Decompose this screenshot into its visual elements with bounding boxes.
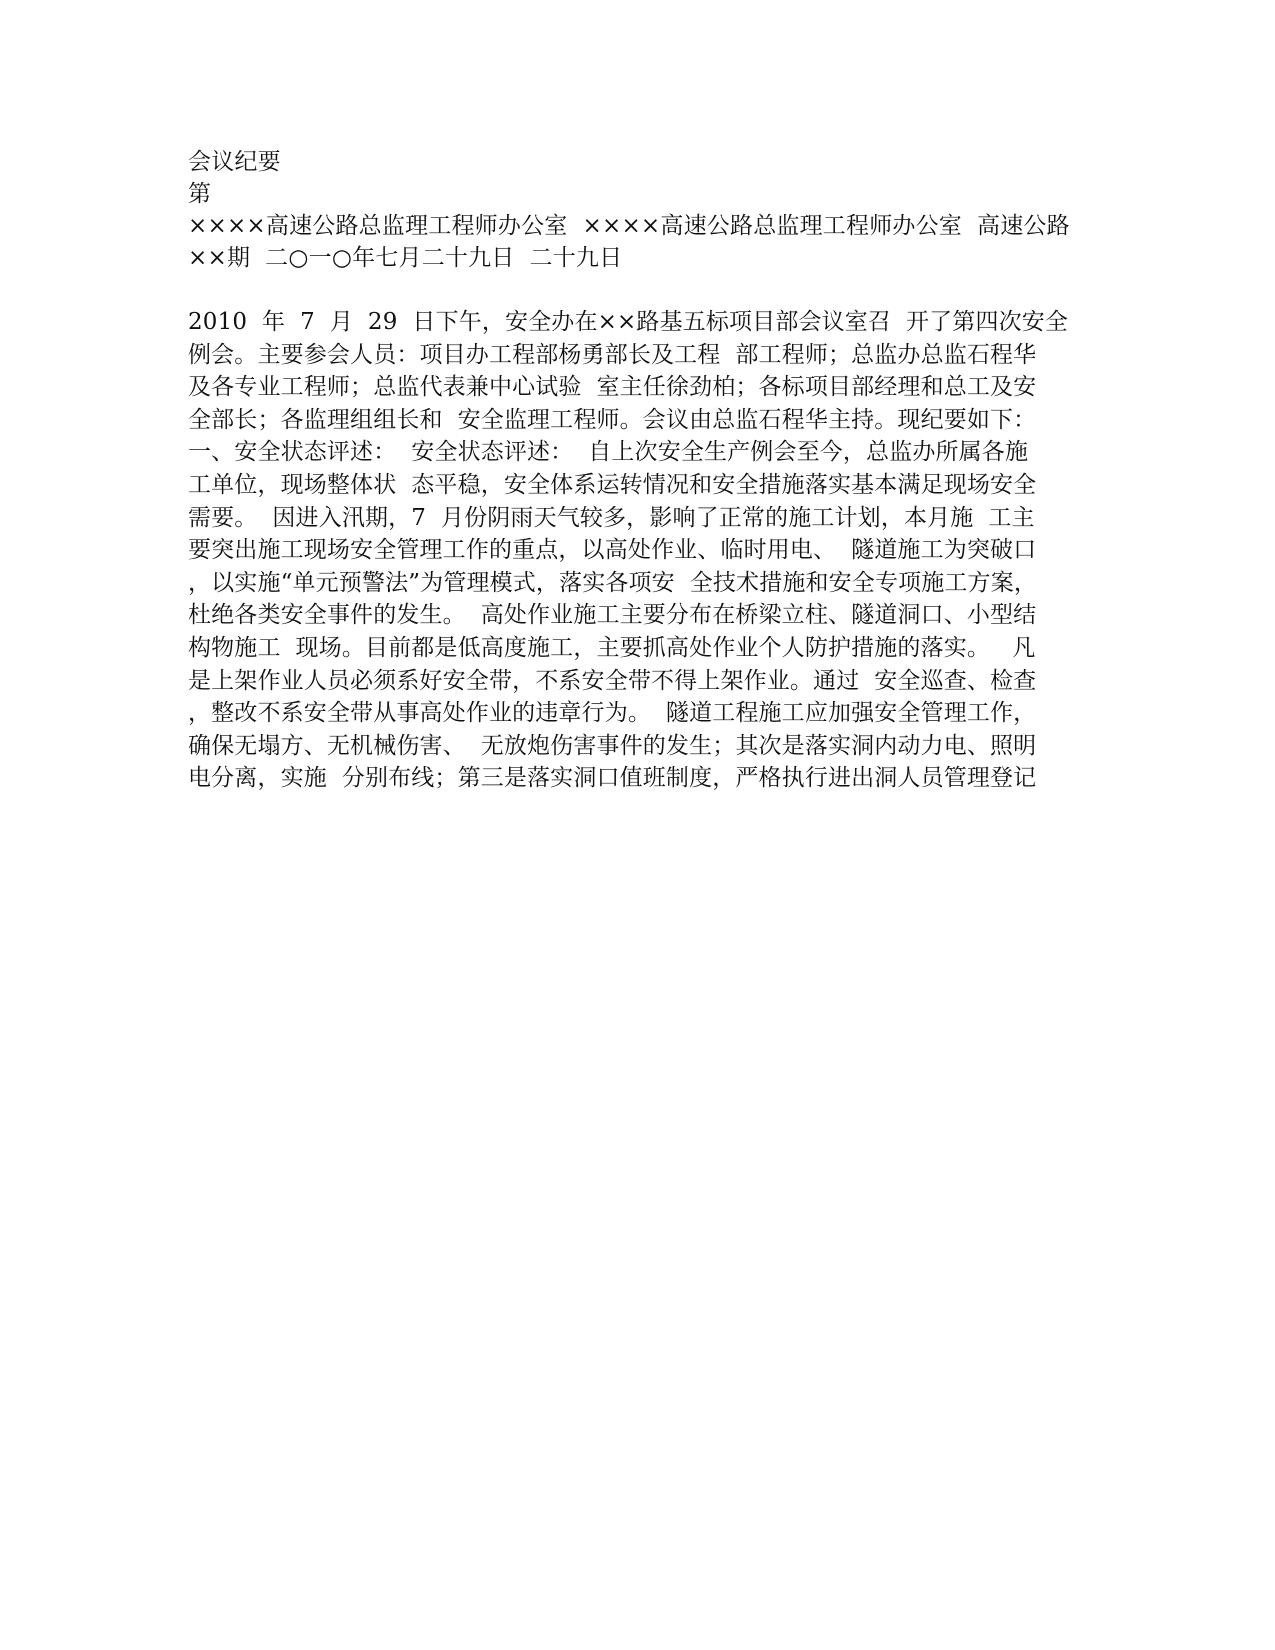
body-line: 2010 年 7 月 29 日下午，安全办在××路基五标项目部会议室召 开了第四次安全 — [188, 309, 1069, 335]
body-line: ，整改不系安全带从事高处作业的违章行为。 隧道工程施工应加强安全管理工作， — [188, 700, 1037, 727]
doc-title: 会议纪要 — [188, 149, 281, 175]
body-line: 例会。主要参会人员：项目办工程部杨勇部长及工程 部工程师；总监办总监石程华 — [188, 341, 1037, 368]
body-line: ，以实施“单元预警法”为管理模式，落实各项安 全技术措施和安全专项施工方案， — [188, 569, 1037, 596]
issuing-office: ××××高速公路总监理工程师办公室 ××××高速公路总监理工程师办公室 高速公路 — [188, 213, 1070, 239]
body-line: 杜绝各类安全事件的发生。 高处作业施工主要分布在桥梁立柱、隧道洞口、小型结 — [188, 602, 1037, 629]
body-line: 工单位，现场整体状 态平稳，安全体系运转情况和安全措施落实基本满足现场安全 — [188, 471, 1037, 498]
document-body — [188, 306, 1088, 795]
body-line: 及各专业工程师；总监代表兼中心试验 室主任徐劲柏；各标项目部经理和总工及安 — [188, 374, 1037, 401]
body-line: 要突出施工现场安全管理工作的重点，以高处作业、临时用电、 隧道施工为突破口 — [188, 537, 1037, 564]
body-line: 确保无塌方、无机械伤害、 无放炮伤害事件的发生；其次是落实洞内动力电、照明 — [188, 732, 1037, 759]
document-header — [188, 146, 1088, 274]
issue-date-line: ××期 二○一○年七月二十九日 二十九日 — [188, 245, 623, 271]
section-heading-line: 一、安全状态评述： 安全状态评述： 自上次安全生产例会至今，总监办所属各施 — [188, 439, 1029, 466]
body-line: 全部长；各监理组组长和 安全监理工程师。会议由总监石程华主持。现纪要如下： — [188, 406, 1037, 433]
body-line: 电分离，实施 分别布线；第三是落实洞口值班制度，严格执行进出洞人员管理登记 — [188, 765, 1037, 792]
body-line: 是上架作业人员必须系好安全带，不系安全带不得上架作业。通过 安全巡查、检查 — [188, 667, 1037, 694]
body-line: 构物施工 现场。目前都是低高度施工，主要抓高处作业个人防护措施的落实。 凡 — [188, 634, 1036, 661]
body-line: 需要。 因进入汛期，7 月份阴雨天气较多，影响了正常的施工计划，本月施 工主 — [188, 504, 1035, 531]
issue-prefix: 第 — [188, 181, 212, 207]
